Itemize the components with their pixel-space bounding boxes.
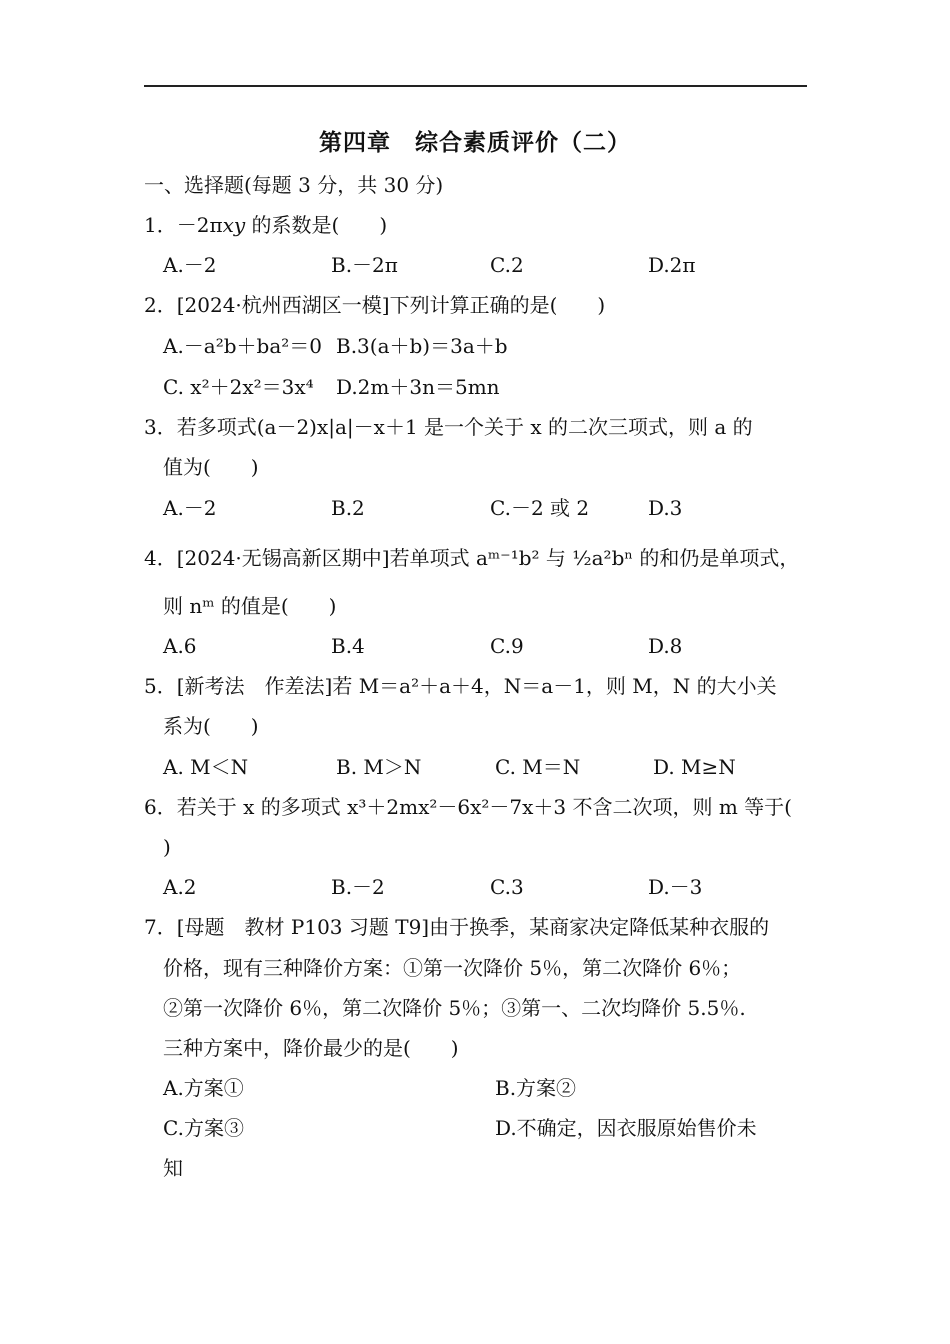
question-5 bbox=[144, 673, 777, 699]
question-stem: －2π bbox=[176, 213, 223, 237]
question-stem-continued: 系为( ) bbox=[163, 714, 259, 738]
question-6 bbox=[144, 794, 792, 820]
option-a: A.－2 bbox=[163, 496, 217, 520]
option-d: D.8 bbox=[648, 634, 683, 658]
question-stem: 若多项式(a－2)x|a|－x＋1 是一个关于 x 的二次三项式，则 a 的 bbox=[176, 415, 753, 439]
question-number: 6． bbox=[144, 795, 177, 819]
option-d: D. M≥N bbox=[653, 755, 736, 779]
section-heading: 一、选择题(每题 3 分，共 30 分) bbox=[144, 173, 444, 197]
option-d: D.2π bbox=[648, 253, 696, 277]
question-number: 3． bbox=[144, 415, 177, 439]
question-stem: [2024·杭州西湖区一模]下列计算正确的是( ) bbox=[176, 293, 606, 317]
question-stem-continued: 值为( ) bbox=[163, 455, 259, 479]
question-stem: [母题 教材 P103 习题 T9]由于换季，某商家决定降低某种衣服的 bbox=[176, 915, 770, 939]
option-b: B.－2π bbox=[331, 253, 398, 277]
option-b: B.3(a＋b)＝3a＋b bbox=[336, 334, 508, 358]
option-d: D.不确定，因衣服原始售价未 bbox=[495, 1116, 757, 1140]
question-stem-continued: 价格，现有三种降价方案：①第一次降价 5％，第二次降价 6％； bbox=[163, 956, 742, 980]
question-variable: xy bbox=[222, 213, 246, 237]
question-number: 1． bbox=[144, 213, 177, 237]
question-2 bbox=[144, 292, 605, 318]
option-a: A. M＜N bbox=[163, 755, 249, 779]
option-c: C.3 bbox=[490, 875, 524, 899]
option-c: C. M＝N bbox=[495, 755, 581, 779]
option-c: C.2 bbox=[490, 253, 524, 277]
option-d: D.－3 bbox=[648, 875, 703, 899]
question-stem-continued: 则 nᵐ 的值是( ) bbox=[163, 594, 337, 618]
option-b: B.方案② bbox=[495, 1076, 577, 1100]
question-number: 5． bbox=[144, 674, 177, 698]
option-b: B.2 bbox=[331, 496, 365, 520]
header-rule bbox=[144, 85, 807, 87]
question-stem-continued: ) bbox=[163, 835, 171, 859]
question-number: 7． bbox=[144, 915, 177, 939]
question-number: 4． bbox=[144, 546, 177, 570]
option-c: C.9 bbox=[490, 634, 524, 658]
question-number: 2． bbox=[144, 293, 177, 317]
question-1 bbox=[144, 212, 387, 238]
option-b: B. M＞N bbox=[336, 755, 422, 779]
option-a: A.6 bbox=[163, 634, 197, 658]
option-a: A.－2 bbox=[163, 253, 217, 277]
question-stem: 若关于 x 的多项式 x³＋2mx²－6x²－7x＋3 不含二次项，则 m 等于( bbox=[176, 795, 792, 819]
option-b: B.4 bbox=[331, 634, 365, 658]
option-c: C.－2 或 2 bbox=[490, 496, 590, 520]
question-7 bbox=[144, 914, 769, 940]
question-stem-continued: ②第一次降价 6％，第二次降价 5％；③第一、二次均降价 5.5％. bbox=[163, 996, 746, 1020]
question-stem-continued: 三种方案中，降价最少的是( ) bbox=[163, 1036, 459, 1060]
option-b: B.－2 bbox=[331, 875, 385, 899]
option-d: D.3 bbox=[648, 496, 683, 520]
question-3 bbox=[144, 414, 753, 440]
option-a: A.－a²b＋ba²＝0 bbox=[163, 334, 323, 358]
option-c: C.方案③ bbox=[163, 1116, 244, 1140]
option-a: A.2 bbox=[163, 875, 197, 899]
question-stem: 的系数是( ) bbox=[245, 213, 388, 237]
option-d-continued: 知 bbox=[163, 1156, 183, 1180]
question-stem: [2024·无锡高新区期中]若单项式 aᵐ⁻¹b² 与 ½a²bⁿ 的和仍是单项式， bbox=[176, 546, 800, 570]
page-title: 第四章 综合素质评价（二） bbox=[319, 129, 631, 156]
option-d: D.2m＋3n＝5mn bbox=[336, 375, 500, 399]
question-stem: [新考法 作差法]若 M＝a²＋a＋4，N＝a－1，则 M，N 的大小关 bbox=[176, 674, 777, 698]
option-a: A.方案① bbox=[163, 1076, 244, 1100]
question-4 bbox=[144, 545, 799, 571]
option-c: C. x²＋2x²＝3x⁴ bbox=[163, 375, 314, 399]
